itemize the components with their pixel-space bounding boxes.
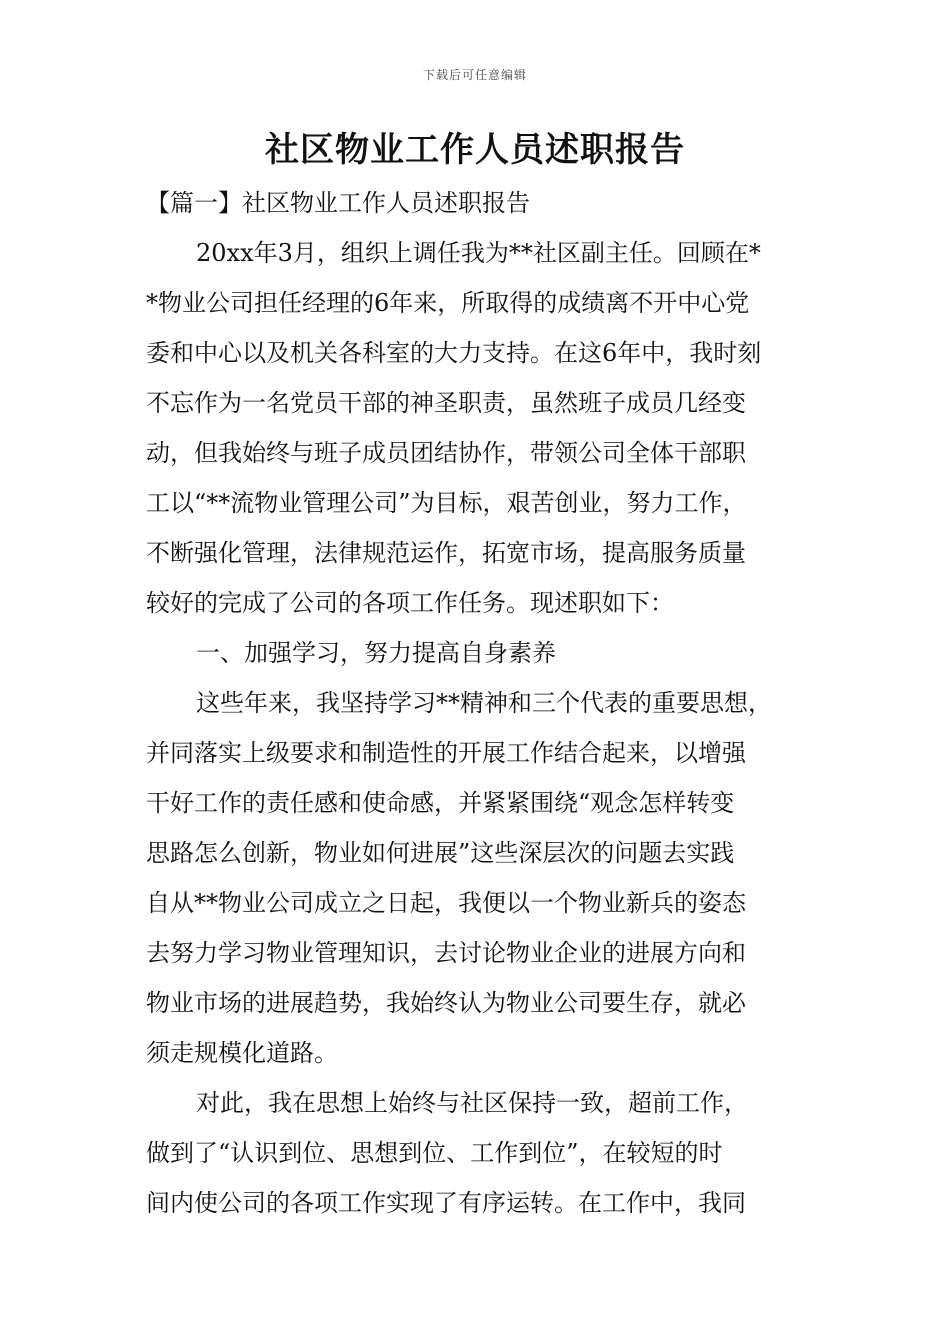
paragraph bbox=[146, 228, 826, 628]
paragraph-line: 自从**物业公司成立之日起，我便以一个物业新兵的姿态 bbox=[146, 889, 746, 917]
paragraph-line: 一、加强学习，努力提高自身素养 bbox=[196, 639, 556, 667]
section-heading: 【篇一】社区物业工作人员述职报告 bbox=[146, 189, 530, 217]
paragraph bbox=[146, 628, 826, 678]
paragraph-line: 干好工作的责任感和使命感，并紧紧围绕“观念怎样转变 bbox=[146, 789, 735, 817]
paragraph bbox=[146, 1078, 826, 1228]
paragraph-line: 不忘作为一名党员干部的神圣职责，虽然班子成员几经变 bbox=[146, 389, 746, 417]
paragraph-line: 较好的完成了公司的各项工作任务。现述职如下： bbox=[146, 589, 674, 617]
paragraph-line: *物业公司担任经理的6年来，所取得的成绩离不开中心党 bbox=[146, 289, 750, 317]
paragraph-line: 做到了“认识到位、思想到位、工作到位”，在较短的时 bbox=[146, 1139, 723, 1167]
paragraph-line: 物业市场的进展趋势，我始终认为物业公司要生存，就必 bbox=[146, 989, 746, 1017]
document-body bbox=[146, 178, 826, 1228]
paragraph-line: 动，但我始终与班子成员团结协作，带领公司全体干部职 bbox=[146, 439, 746, 467]
paragraph-line: 对此，我在思想上始终与社区保持一致，超前工作， bbox=[196, 1089, 748, 1117]
paragraph-line: 须走规模化道路。 bbox=[146, 1039, 338, 1067]
paragraph-line: 工以“**流物业管理公司”为目标，艰苦创业，努力工作， bbox=[146, 489, 747, 517]
paragraph-list bbox=[146, 228, 826, 1228]
paragraph-line: 不断强化管理，法律规范运作，拓宽市场，提高服务质量 bbox=[146, 539, 746, 567]
paragraph-line: 思路怎么创新，物业如何进展”这些深层次的问题去实践 bbox=[146, 839, 735, 867]
paragraph-line: 间内使公司的各项工作实现了有序运转。在工作中，我同 bbox=[146, 1189, 746, 1217]
paragraph-line: 委和中心以及机关各科室的大力支持。在这6年中，我时刻 bbox=[146, 339, 762, 367]
paragraph bbox=[146, 678, 826, 1078]
header-note: 下载后可任意编辑 bbox=[422, 68, 527, 82]
paragraph-line: 去努力学习物业管理知识，去讨论物业企业的进展方向和 bbox=[146, 939, 746, 967]
paragraph-line: 20xx年3月，组织上调任我为**社区副主任。回顾在* bbox=[196, 239, 761, 267]
paragraph-line: 这些年来，我坚持学习**精神和三个代表的重要思想， bbox=[196, 689, 772, 717]
document-title: 社区物业工作人员述职报告 bbox=[265, 130, 685, 170]
paragraph-line: 并同落实上级要求和制造性的开展工作结合起来，以增强 bbox=[146, 739, 746, 767]
